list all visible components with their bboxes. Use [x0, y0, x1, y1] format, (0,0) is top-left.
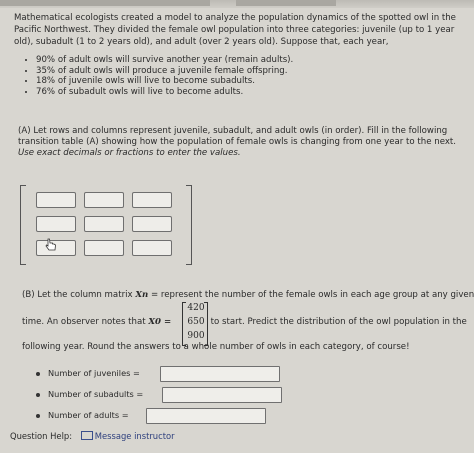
- juveniles-input[interactable]: [160, 366, 280, 382]
- adults-input[interactable]: [146, 408, 266, 424]
- question-help-label: Question Help:: [10, 431, 73, 441]
- x0-vector: [182, 302, 208, 344]
- subadults-label: Number of subadults =: [48, 389, 144, 399]
- matrix-cell-r3c3[interactable]: [132, 240, 172, 256]
- part-a-prompt: (A) Let rows and columns represent juvenile, subadult, and adult owls (in order). Fill in the following transition table (A) showing how the population of female owls is changing from one year to the next.: [18, 126, 457, 147]
- part-a-text: [18, 126, 460, 159]
- x0-value: 900: [187, 331, 205, 341]
- matrix-right-bracket: [186, 185, 192, 265]
- fact-item: • 18% of juvenile owls will live to become subadults.: [36, 76, 462, 87]
- matrix-cell-r2c1[interactable]: [36, 216, 76, 232]
- xn-symbol: Xn: [135, 290, 149, 300]
- top-bar: [0, 0, 474, 8]
- fact-item: • 90% of adult owls will survive another year (remain adults).: [36, 55, 462, 66]
- top-tab: [236, 0, 336, 6]
- subadults-input[interactable]: [162, 387, 282, 403]
- question-help: [10, 430, 175, 441]
- part-a-instruction: Use exact decimals or fractions to enter the values.: [18, 148, 241, 158]
- top-tab: [0, 0, 210, 6]
- fact-item: • 35% of adult owls will produce a juvenile female offspring.: [36, 66, 462, 77]
- part-b-line2: time. An observer notes that X0 = to start. Predict the distribution of the owl population in the: [22, 317, 467, 327]
- question-panel: [14, 12, 474, 453]
- matrix-left-bracket: [20, 185, 26, 265]
- juveniles-label: Number of juveniles =: [48, 368, 140, 378]
- matrix-cell-r1c3[interactable]: [132, 192, 172, 208]
- matrix-cell-r3c2[interactable]: [84, 240, 124, 256]
- message-instructor-link[interactable]: Message instructor: [94, 431, 175, 441]
- matrix-cell-r1c1[interactable]: [36, 192, 76, 208]
- mail-icon: [81, 431, 93, 440]
- matrix-cell-r2c2[interactable]: [84, 216, 124, 232]
- intro-text: Mathematical ecologists created a model to analyze the population dynamics of the spotted owl in the Pacific Northwest. They divided the female owl population into three categories: juvenile (up to 1 year old), subadult (1 to 2 years old), and adult (over 2 years old). Suppose that, each year,: [14, 13, 456, 47]
- x0-value: 650: [187, 317, 205, 327]
- fact-item: • 76% of subadult owls will live to become adults.: [36, 87, 462, 98]
- transition-matrix: [20, 185, 192, 263]
- facts-list: [14, 55, 462, 97]
- hand-cursor-icon: [44, 238, 58, 252]
- part-b-line3: following year. Round the answers to a whole number of owls in each category, of course!: [22, 342, 410, 352]
- x0-symbol: X0 =: [148, 317, 172, 327]
- matrix-cell-r2c3[interactable]: [132, 216, 172, 232]
- part-b-line1: (B) Let the column matrix Xn = represent the number of the female owls in each age group at any given: [22, 290, 474, 300]
- matrix-cell-r1c2[interactable]: [84, 192, 124, 208]
- x0-value: 420: [187, 303, 205, 313]
- adults-label: Number of adults =: [48, 410, 129, 420]
